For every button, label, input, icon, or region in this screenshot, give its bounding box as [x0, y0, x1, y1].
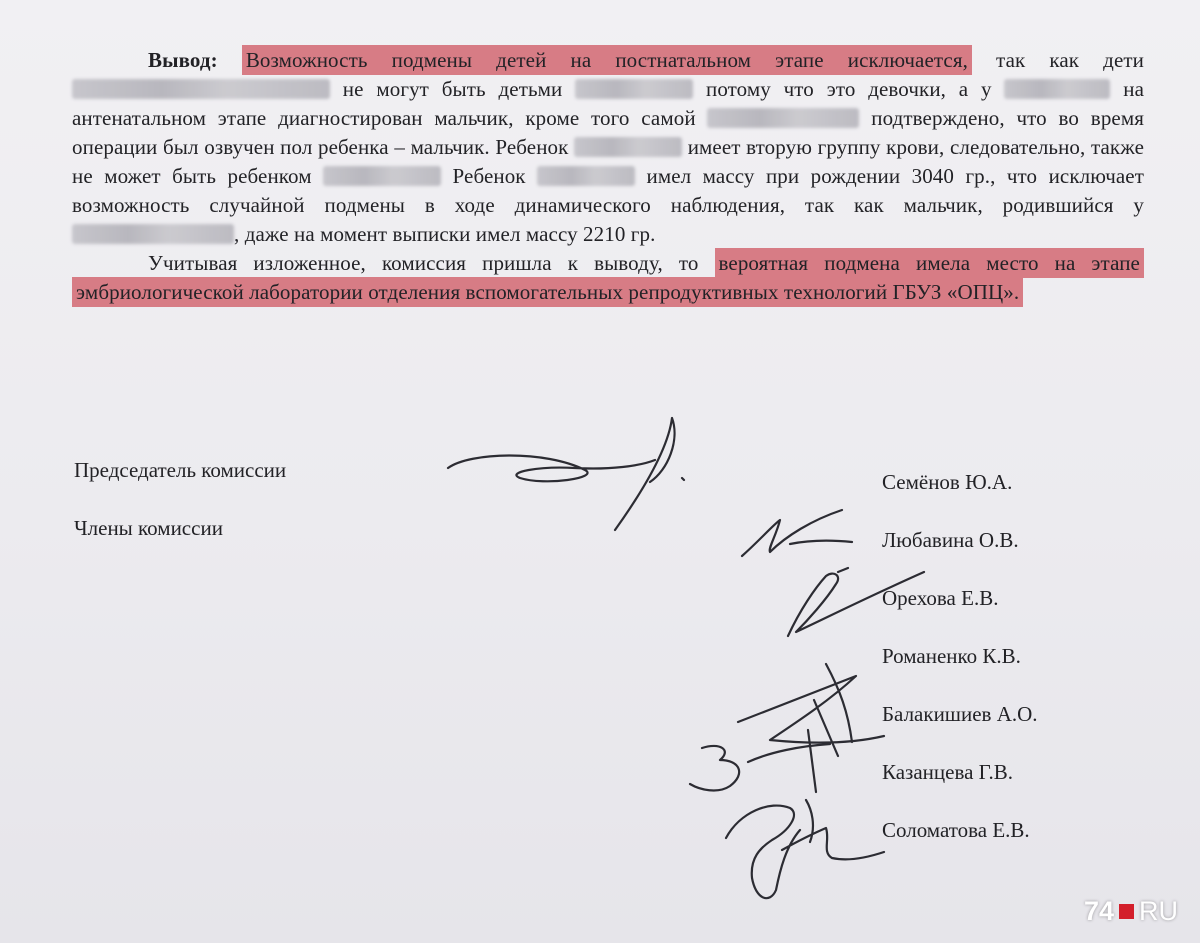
member-name: Соломатова Е.В. — [882, 818, 1030, 842]
text-fragment: имеет вторую группу крови, следовательно, также не может быть ребенком — [72, 135, 1144, 188]
member-name: Казанцева Г.В. — [882, 760, 1013, 784]
members-label: Члены комиссии — [74, 516, 223, 540]
highlight-no-postnatal-swap: Возможность подмены детей на постнатальном этапе исключается, — [242, 45, 972, 75]
signature-member-4 — [690, 730, 830, 792]
member-name: Орехова Е.В. — [882, 586, 999, 610]
member-name: Романенко К.В. — [882, 644, 1021, 668]
logo-domain: RU — [1139, 896, 1178, 926]
logo-square-icon — [1119, 904, 1134, 919]
text-fragment: подтверждено, что во время операции был озвучен пол ребенка – мальчик. Ребенок — [72, 106, 1144, 159]
chairman-label: Председатель комиссии — [74, 458, 287, 482]
member-name: Любавина О.В. — [882, 528, 1019, 552]
signature-member-2 — [788, 568, 924, 636]
signature-member-1 — [742, 510, 852, 556]
text-fragment: имел массу при рождении 3040 гр., что исключает возможность случайной подмены в ходе динамического наблюдения, так как мальчик, родившийся у — [72, 164, 1145, 217]
text-fragment: Ребенок — [441, 164, 538, 188]
text-fragment: так как дети — [971, 48, 1144, 72]
text-fragment: потому что это девочки, а у — [693, 77, 1005, 101]
conclusion-label: Вывод: — [148, 48, 218, 72]
text-fragment: Учитывая изложенное, комиссия пришла к выводу, то — [148, 251, 715, 275]
signature-chairman — [448, 418, 684, 530]
signature-member-5 — [726, 800, 884, 898]
text-fragment: , даже на момент выписки имел массу 2210 гр. — [234, 222, 656, 246]
member-name: Семёнов Ю.А. — [882, 470, 1013, 494]
watermark-logo — [1084, 896, 1178, 927]
text-fragment: не могут быть детьми — [330, 77, 576, 101]
signature-member-3 — [738, 664, 884, 756]
member-name: Балакишиев А.О. — [882, 702, 1038, 726]
text-fragment: на антенатальном этапе диагностирован мальчик, кроме того самой — [72, 77, 1144, 130]
highlight-probable-swap-lab: вероятная подмена имела место на этапе эмбриологической лаборатории отделения вспомогательных репродуктивных технологий ГБУЗ «ОПЦ». — [72, 248, 1144, 307]
logo-number: 74 — [1083, 896, 1114, 926]
